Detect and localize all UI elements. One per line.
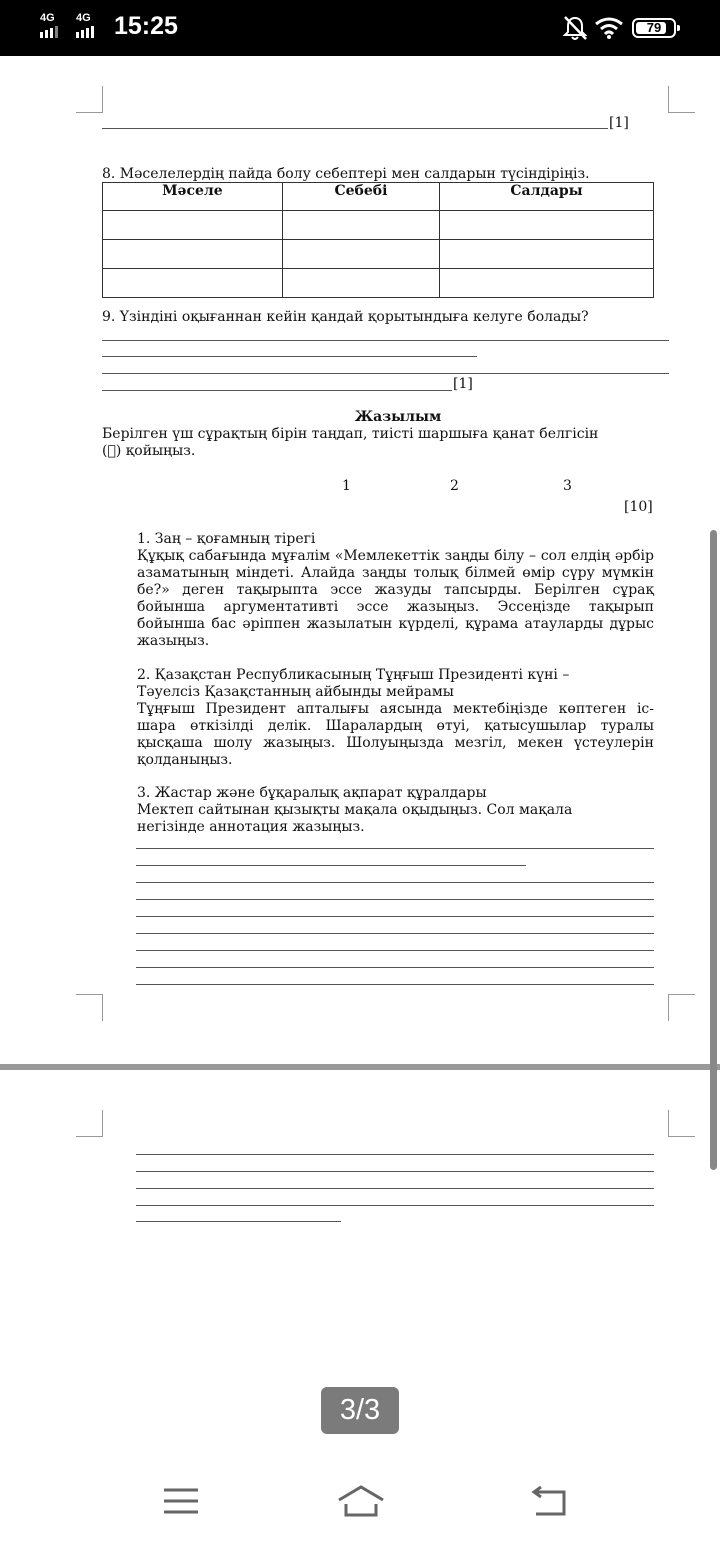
topic-2-body: Тұңғыш Президент апталығы аясында мектебіңізде көптеген іс-шара өткізілді делік. Шаралардың өтуі, қатысушылар туралы қысқаша шолу жазыңыз. Шолуыңызда мезгіл, мекен үстеулерін қолданыңыз.: [137, 701, 654, 768]
choice-3[interactable]: 3: [563, 478, 572, 494]
question-9: 9. Үзіндіні оқығаннан кейін қандай қорытындыға келуге болады?: [102, 309, 589, 325]
topic-1-body: Құқық сабағында мұғалім «Мемлекеттік заңды білу – сол елдің әрбір азаматының міндеті. Алайда заңды толық білмей өмір сүру мүмкін бе?» деген тақырыпта эссе жазуды тапсырды. Берілген сұрақ бойынша аргументативті эссе жазыңыз. Эссеңізде тақырып бойынша бас әріппен жазылатын күрделі, құрама атауларды дұрыс жазыңыз.: [137, 548, 654, 649]
scrollbar[interactable]: [710, 530, 717, 1170]
answer-line: [102, 390, 452, 391]
table-row: [103, 240, 654, 269]
network-type-2: 4G: [76, 12, 91, 24]
question-8: 8. Мәселелердің пайда болу себептері мен салдарын түсіндіріңіз.: [102, 166, 590, 182]
column-header: Мәселе: [103, 183, 283, 211]
column-header: Себебі: [282, 183, 439, 211]
answer-line: [136, 899, 654, 900]
status-bar: [0, 0, 720, 56]
page-divider: [0, 1064, 720, 1070]
column-header: Салдары: [440, 183, 654, 211]
points: [10]: [624, 499, 653, 515]
answer-line: [136, 967, 654, 968]
answer-line: [102, 340, 669, 341]
crop-mark: [76, 1110, 103, 1137]
score-mark: [1]: [609, 115, 629, 131]
score-mark: [1]: [453, 376, 473, 392]
topic-1-title: 1. Заң – қоғамның тірегі: [137, 531, 316, 547]
answer-line: [136, 848, 654, 849]
home-icon[interactable]: [336, 1484, 386, 1518]
answer-line: [136, 882, 654, 883]
crop-mark: [76, 994, 103, 1021]
signal-icon: [76, 26, 94, 38]
topic-2-title: 2. Қазақстан Республикасының Тұңғыш Президенті күні –: [137, 667, 570, 683]
choice-1[interactable]: 1: [342, 478, 351, 494]
crop-mark: [668, 1110, 695, 1137]
topic-3-body: Мектеп сайтынан қызықты мақала оқыдыңыз. Сол мақала: [137, 802, 573, 818]
mute-bell-icon: [562, 14, 588, 42]
answer-line: [102, 356, 477, 357]
crop-mark: [76, 86, 103, 113]
answer-line: [136, 1154, 654, 1155]
answer-line: [136, 1221, 341, 1222]
answer-line: [102, 128, 608, 129]
clock: 15:25: [114, 12, 178, 40]
back-icon[interactable]: [530, 1486, 568, 1518]
menu-icon[interactable]: [162, 1486, 200, 1516]
topic-3-title: 3. Жастар және бұқаралық ақпарат құралдары: [137, 785, 487, 801]
navigation-bar: [0, 1464, 720, 1544]
answer-line: [136, 865, 526, 866]
answer-line: [136, 1171, 654, 1172]
wifi-icon: [594, 16, 624, 40]
battery-icon: [632, 18, 676, 38]
topic-3-body-cont: негізінде аннотация жазыңыз.: [137, 819, 365, 835]
answer-line: [136, 916, 654, 917]
signal-icon: [40, 26, 58, 38]
answer-line: [136, 933, 654, 934]
crop-mark: [668, 86, 695, 113]
choice-2[interactable]: 2: [450, 478, 459, 494]
instruction: Берілген үш сұрақтың бірін таңдап, тиісті шаршыға қанат белгісін ( ) қойыңыз.: [102, 426, 599, 459]
table-row: [103, 211, 654, 240]
answer-line: [136, 984, 654, 985]
crop-mark: [668, 994, 695, 1021]
answer-line: [102, 373, 669, 374]
battery-level: 79: [646, 20, 662, 35]
topic-2-title-cont: Тәуелсіз Қазақстанның айбынды мейрамы: [137, 684, 454, 700]
page-counter: 3/3: [321, 1387, 399, 1434]
answer-line: [136, 950, 654, 951]
cause-effect-table: [102, 182, 654, 298]
answer-line: [136, 1188, 654, 1189]
section-title: Жазылым: [354, 409, 442, 425]
network-type-1: 4G: [40, 12, 55, 24]
answer-line: [136, 1205, 654, 1206]
table-row: [103, 269, 654, 298]
